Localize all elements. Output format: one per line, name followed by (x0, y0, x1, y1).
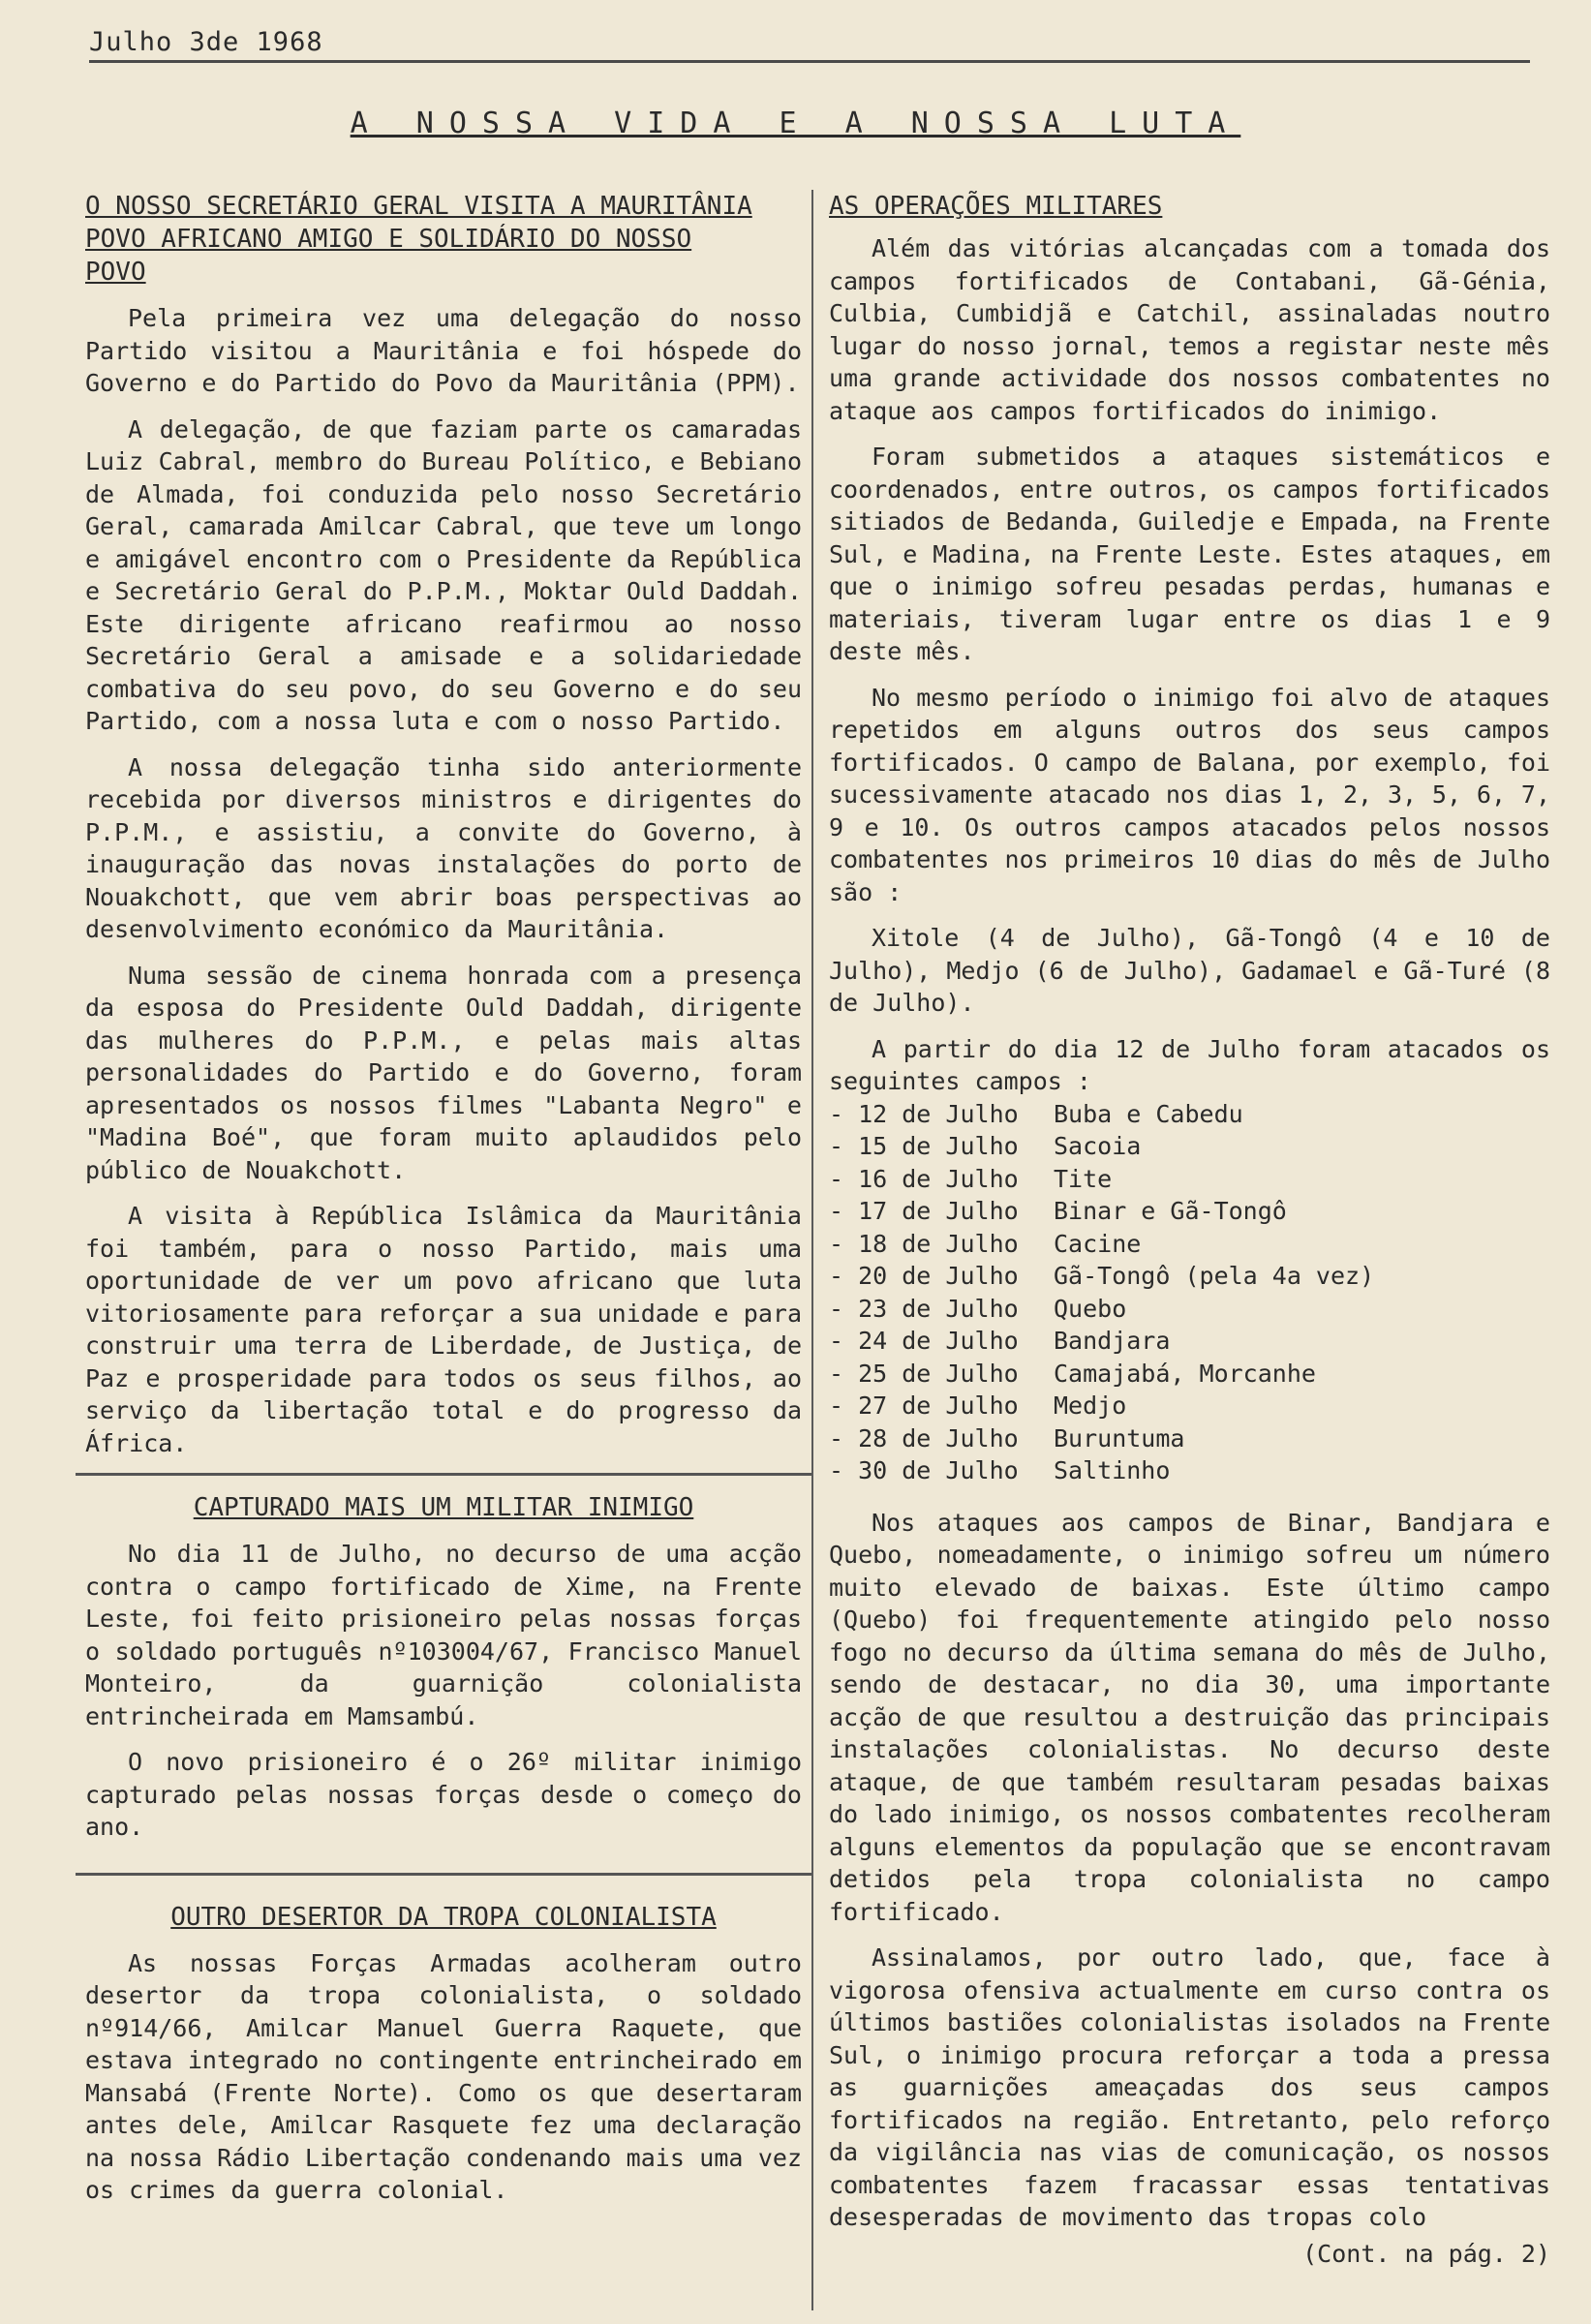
column-divider (811, 190, 813, 2310)
attack-place: Buba e Cabedu (1054, 1099, 1243, 1128)
attack-place: Quebo (1054, 1294, 1127, 1323)
section-rule (76, 1873, 811, 1876)
header-rule (89, 60, 1530, 63)
list-item (829, 1325, 1550, 1358)
list-item (829, 1098, 1550, 1131)
masthead-title: A NOSSA VIDA E A NOSSA LUTA (350, 107, 1241, 140)
attack-date: - 28 de Julho (829, 1423, 1019, 1452)
attack-date: - 25 de Julho (829, 1359, 1019, 1388)
article-heading-deserter: OUTRO DESERTOR DA TROPA COLONIALISTA (170, 1902, 717, 1932)
list-item (829, 1130, 1550, 1163)
list-item (829, 1163, 1550, 1196)
article-heading-captured: CAPTURADO MAIS UM MILITAR INIMIGO (193, 1493, 694, 1522)
list-item (829, 1390, 1550, 1422)
attack-date: - 17 de Julho (829, 1197, 1019, 1225)
attack-place: Sacoia (1054, 1132, 1142, 1160)
article-paragraph: Além das vitórias alcançadas com a tomada dos campos fortificados de Contabani, Gã-Génia, Culbia, Cumbidjã e Catchil, assinaladas noutro lugar do nosso jornal, temos a registar neste mês uma grande actividade dos nossos combatentes no ataque aos campos fortificados do inimigo. (829, 234, 1550, 425)
attacks-list (829, 1098, 1550, 1487)
list-item (829, 1454, 1550, 1487)
article-paragraph: Xitole (4 de Julho), Gã-Tongô (4 e 10 de Julho), Medjo (6 de Julho), Gadamael e Gã-Turé (8 de Julho). (829, 924, 1550, 1017)
attack-place: Binar e Gã-Tongô (1054, 1197, 1287, 1225)
attack-place: Tite (1054, 1164, 1113, 1193)
article-paragraph: Assinalamos, por outro lado, que, face à vigorosa ofensiva actualmente em curso contra os últimos bastiões colonialistas isolados na Frente Sul, o inimigo procura reforçar a toda a pressa as guarnições ameaçadas dos seus campos fortificados na região. Entretanto, pelo reforço da vigilância nas vias de comunicação, os nossos combatentes fazem fracassar essas tentativas desesperadas de movimento das tropas colo (829, 1943, 1550, 2231)
article-paragraph: O novo prisioneiro é o 26º militar inimigo capturado pelas nossas forças desde o começo do ano. (85, 1748, 802, 1841)
attack-place: Buruntuma (1054, 1423, 1185, 1452)
attack-date: - 24 de Julho (829, 1327, 1019, 1355)
attack-place: Medjo (1054, 1391, 1127, 1420)
attack-place: Bandjara (1054, 1327, 1171, 1355)
list-item (829, 1293, 1550, 1326)
attack-date: - 16 de Julho (829, 1164, 1019, 1193)
article-paragraph: Foram submetidos a ataques sistemáticos e coordenados, entre outros, os campos fortificados sitiados de Bedanda, Guiledje e Empada, na Frente Sul, e Madina, na Frente Leste. Estes ataques, em que o inimigo sofreu pesadas perdas, humanas e materiais, tiveram lugar entre os dias 1 e 9 deste mês. (829, 443, 1550, 665)
article-paragraph: Numa sessão de cinema honrada com a presença da esposa do Presidente Ould Daddah, dirigente das mulheres do P.P.M., e pelas mais altas personalidades do Partido e do Governo, foram apresentados os nossos filmes "Labanta Negro" e "Madina Boé", que foram muito aplaudidos pelo público de Nouakchott. (85, 961, 802, 1184)
issue-date: Julho 3de 1968 (89, 27, 323, 57)
article-paragraph: A nossa delegação tinha sido anteriormente recebida por diversos ministros e dirigentes do P.P.M., e assistiu, a convite do Governo, à inauguração das novas instalações do porto de Nouakchott, que vem abrir boas perspectivas ao desenvolvimento económico da Mauritânia. (85, 752, 802, 943)
list-item (829, 1260, 1550, 1293)
list-item (829, 1228, 1550, 1261)
attack-date: - 12 de Julho (829, 1099, 1019, 1128)
article-paragraph: A visita à República Islâmica da Mauritânia foi também, para o nosso Partido, mais uma oportunidade de ver um povo africano que luta vitoriosamente para reforçar a sua unidade e para construir uma terra de Liberdade, de Justiça, de Paz e prosperidade para todos os seus filhos, ao serviço da libertação total e do progresso da África. (85, 1202, 802, 1457)
article-paragraph: No mesmo período o inimigo foi alvo de ataques repetidos em alguns outros dos seus campos fortificados. O campo de Balana, por exemplo, foi sucessivamente atacado nos dias 1, 2, 3, 5, 6, 7, 9 e 10. Os outros campos atacados pelos nossos combatentes nos primeiros 10 dias do mês de Julho são : (829, 683, 1550, 906)
article-paragraph: Pela primeira vez uma delegação do nosso Partido visitou a Mauritânia e foi hóspede do Governo e do Partido do Povo da Mauritânia (PPM). (85, 304, 802, 397)
attack-place: Cacine (1054, 1229, 1142, 1258)
attack-date: - 27 de Julho (829, 1391, 1019, 1420)
list-item (829, 1358, 1550, 1391)
continued-note: (Cont. na pág. 2) (1302, 2239, 1550, 2268)
article-heading-visit: O NOSSO SECRETÁRIO GERAL VISITA A MAURITÂNIA POVO AFRICANO AMIGO E SOLIDÁRIO DO NOSSO POVO (85, 192, 752, 287)
section-rule (76, 1473, 811, 1476)
article-paragraph: A partir do dia 12 de Julho foram atacados os seguintes campos : (829, 1034, 1550, 1095)
attack-date: - 15 de Julho (829, 1132, 1019, 1160)
attack-place: Gã-Tongô (pela 4a vez) (1054, 1262, 1375, 1290)
attack-place: Camajabá, Morcanhe (1054, 1359, 1316, 1388)
article-paragraph: As nossas Forças Armadas acolheram outro desertor da tropa colonialista, o soldado nº914/66, Amilcar Manuel Guerra Raquete, que estava integrado no contingente entrincheirado em Mansabá (Frente Norte). Como os que desertaram antes dele, Amilcar Rasquete fez uma declaração na nossa Rádio Libertação condenando mais uma vez os crimes da guerra colonial. (85, 1948, 802, 2204)
attack-date: - 18 de Julho (829, 1229, 1019, 1258)
article-paragraph: Nos ataques aos campos de Binar, Bandjara e Quebo, nomeadamente, o inimigo sofreu um número muito elevado de baixas. Este último campo (Quebo) foi frequentemente atingido pelo nosso fogo no decurso da última semana do mês de Julho, sendo de destacar, no dia 30, uma importante acção de que resultou a destruição das principais instalações colonialistas. No decurso deste ataque, de que também resultaram pesadas baixas do lado inimigo, os nossos combatentes recolheram alguns elementos da população que se encontravam detidos pela tropa colonialista no campo fortificado. (829, 1508, 1550, 1926)
list-item (829, 1195, 1550, 1228)
attack-date: - 30 de Julho (829, 1456, 1019, 1484)
attack-date: - 20 de Julho (829, 1262, 1019, 1290)
article-paragraph: A delegação, de que faziam parte os camaradas Luiz Cabral, membro do Bureau Político, e Bebiano de Almada, foi conduzida pelo nosso Secretário Geral, camarada Amilcar Cabral, que teve um longo e amigável encontro com o Presidente da República e Secretário Geral do P.P.M., Moktar Ould Daddah. Este dirigente africano reafirmou ao nosso Secretário Geral a amisade e a solidariedade combativa do seu povo, do seu Governo e do seu Partido, com a nossa luta e com o nosso Partido. (85, 414, 802, 735)
right-column (829, 190, 1550, 2270)
article-heading-operations: AS OPERAÇÕES MILITARES (829, 192, 1163, 221)
attack-place: Saltinho (1054, 1456, 1171, 1484)
attack-date: - 23 de Julho (829, 1294, 1019, 1323)
list-item (829, 1422, 1550, 1455)
article-paragraph: No dia 11 de Julho, no decurso de uma acção contra o campo fortificado de Xime, na Frente Leste, foi feito prisioneiro pelas nossas forças o soldado português nº103004/67, Francisco Manuel Monteiro, da guarnição colonialista entrincheirada em Mamsambú. (85, 1540, 802, 1730)
left-column (85, 190, 802, 2220)
